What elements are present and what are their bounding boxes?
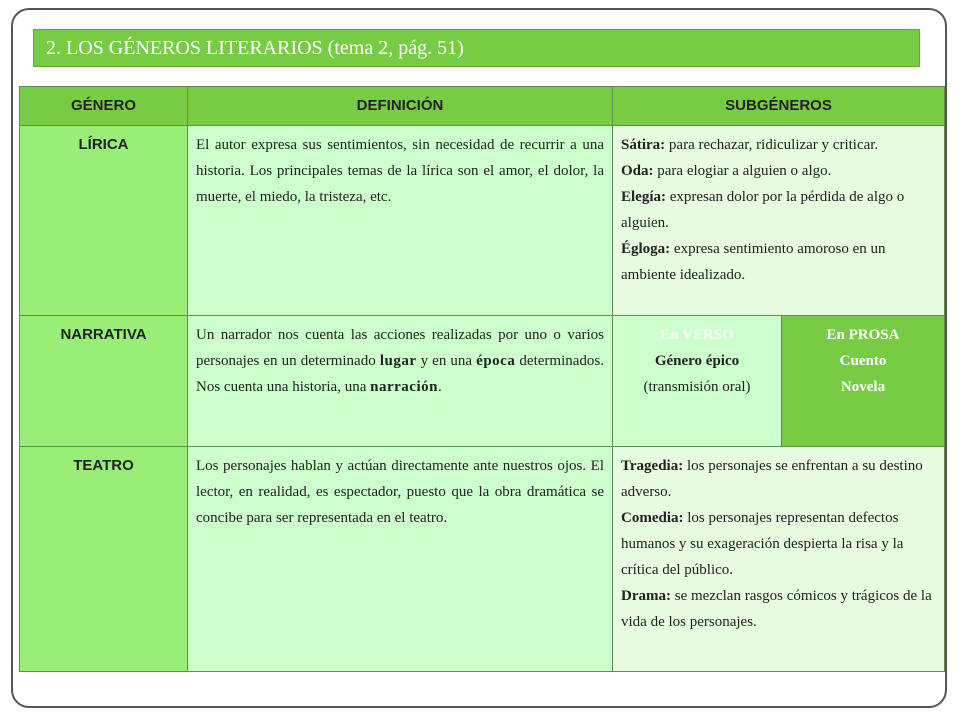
table-row-narrativa	[20, 316, 945, 447]
verse-genre: Género épico	[654, 353, 740, 369]
genre-cell-lirica: LÍRICA	[20, 126, 188, 316]
prose-cuento: Cuento	[839, 353, 887, 369]
definition-teatro: Los personajes hablan y actúan directamente ante nuestros ojos. El lector, en realidad, es espectador, puesto que la obra dramática se concibe para ser representada en el teatro.	[188, 447, 613, 672]
genre-cell-narrativa: NARRATIVA	[20, 316, 188, 447]
literary-genres-table	[19, 86, 945, 672]
keyword-narracion: narración	[370, 379, 438, 395]
subgenre-satira: Sátira: para rechazar, ridiculizar y criticar.	[621, 137, 879, 153]
table-row-lirica	[20, 126, 945, 316]
prose-heading: En PROSA	[826, 327, 900, 343]
header-subgenres: SUBGÉNEROS	[613, 87, 945, 126]
subgenre-egloga: Égloga: expresa sentimiento amoroso en un ambiente idealizado.	[621, 241, 886, 283]
subgenre-elegia: Elegía: expresan dolor por la pérdida de algo o alguien.	[621, 189, 905, 231]
subgenres-lirica	[613, 126, 945, 316]
subgenre-oda: Oda: para elogiar a alguien o algo.	[621, 163, 832, 179]
definition-lirica: El autor expresa sus sentimientos, sin necesidad de recurrir a una historia. Los principales temas de la lírica son el amor, el dolor, la muerte, el miedo, la tristeza, etc.	[188, 126, 613, 316]
table-header-row	[20, 87, 945, 126]
subgenre-comedia: Comedia: los personajes representan defectos humanos y su exageración despierta la risa y la crítica del público.	[621, 510, 904, 578]
verse-heading: En VERSO	[660, 327, 734, 343]
header-definition: DEFINICIÓN	[188, 87, 613, 126]
prose-novela: Novela	[840, 379, 886, 395]
genre-cell-teatro: TEATRO	[20, 447, 188, 672]
header-genre: GÉNERO	[20, 87, 188, 126]
definition-narrativa: Un narrador nos cuenta las acciones realizadas por uno o varios personajes en un determinado lugar y en una época determinados. Nos cuenta una historia, una narración.	[188, 316, 613, 447]
keyword-epoca: época	[476, 353, 516, 369]
table-row-teatro	[20, 447, 945, 672]
slide-title: 2. LOS GÉNEROS LITERARIOS (tema 2, pág. 51)	[33, 29, 920, 67]
subgenre-tragedia: Tragedia: los personajes se enfrentan a su destino adverso.	[621, 458, 923, 500]
subgenre-drama: Drama: se mezclan rasgos cómicos y trágicos de la vida de los personajes.	[621, 588, 932, 630]
keyword-lugar: lugar	[379, 353, 417, 369]
subgenre-prose-cell	[782, 316, 945, 447]
subgenre-verse-cell	[613, 316, 782, 447]
verse-note: (transmisión oral)	[643, 379, 751, 395]
subgenres-teatro	[613, 447, 945, 672]
